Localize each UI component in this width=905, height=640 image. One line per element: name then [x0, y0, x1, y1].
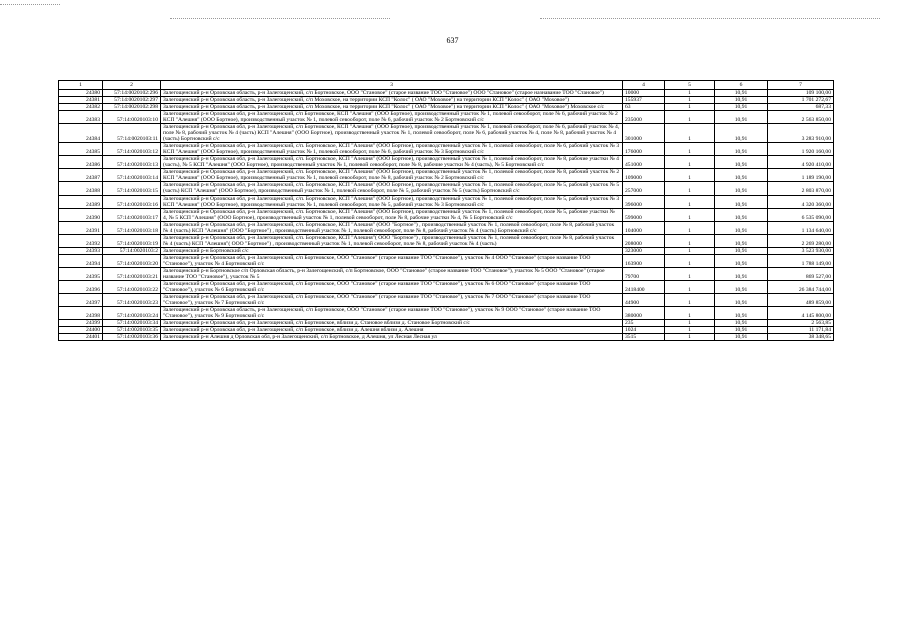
cadastral-number: 57:14:0020103:24 [103, 307, 161, 320]
header-row [59, 81, 834, 90]
parcel-area: 599000 [623, 208, 665, 221]
row-number: 24393 [59, 247, 103, 254]
parcel-count: 1 [665, 307, 715, 320]
cadastral-value: 1 701 272,67 [768, 97, 834, 104]
cadastral-rate: 10,91 [715, 90, 768, 97]
parcel-count: 1 [665, 293, 715, 306]
row-number: 24391 [59, 221, 103, 234]
table-row [59, 221, 834, 234]
parcel-area: 155937 [623, 97, 665, 104]
row-number: 24387 [59, 169, 103, 182]
parcel-area: 208000 [623, 234, 665, 247]
parcel-count: 1 [665, 334, 715, 341]
parcel-area: 10000 [623, 90, 665, 97]
cadastral-value: 1 920 160,00 [768, 143, 834, 156]
parcel-description: Залегощенский р-н Орловская область, р-н Залегощенский, с/п Бортновское, ООО "Становое" (старое название ТОО "Становое"), участок № 9 ООО "Становое" (старое название ТОО "Становое"), участок № 9 Бортновский с/с [161, 307, 623, 320]
row-number: 24397 [59, 293, 103, 306]
row-number: 24386 [59, 156, 103, 169]
table-row [59, 254, 834, 267]
cadastral-rate: 10,91 [715, 334, 768, 341]
parcel-area: 109000 [623, 169, 665, 182]
cadastral-value: 2 563,85 [768, 320, 834, 327]
table-row [59, 327, 834, 334]
parcel-count: 1 [665, 221, 715, 234]
parcel-area: 2418400 [623, 280, 665, 293]
parcel-count: 1 [665, 327, 715, 334]
cadastral-rate: 10,91 [715, 307, 768, 320]
row-number: 24388 [59, 182, 103, 195]
cadastral-rate: 10,91 [715, 267, 768, 280]
parcel-count: 1 [665, 254, 715, 267]
parcel-area: 104000 [623, 221, 665, 234]
cadastral-rate: 10,91 [715, 124, 768, 143]
table-row [59, 182, 834, 195]
cadastral-rate: 10,91 [715, 182, 768, 195]
header-col-4: 4 [623, 81, 665, 90]
row-number: 24394 [59, 254, 103, 267]
cadastral-number: 57:14:0020103:35 [103, 327, 161, 334]
cadastral-value: 109 100,00 [768, 90, 834, 97]
table-row [59, 334, 834, 341]
row-number: 24381 [59, 97, 103, 104]
cadastral-value: 2 269 280,00 [768, 234, 834, 247]
cadastral-value: 1 134 640,00 [768, 221, 834, 234]
cadastral-rate: 10,91 [715, 320, 768, 327]
parcel-area: 396000 [623, 195, 665, 208]
table-row [59, 156, 834, 169]
registry-table [58, 80, 834, 341]
parcel-count: 1 [665, 182, 715, 195]
parcel-area: 235 [623, 320, 665, 327]
cadastral-rate: 10,91 [715, 111, 768, 124]
parcel-description: Залегощенский р-н Бортновский с/с [161, 247, 623, 254]
parcel-area: 257000 [623, 182, 665, 195]
cadastral-number: 57:14:0020102:296 [103, 90, 161, 97]
table-row [59, 104, 834, 111]
table-row [59, 293, 834, 306]
cadastral-rate: 10,91 [715, 143, 768, 156]
cadastral-number: 57:14:0020103:19 [103, 234, 161, 247]
parcel-count: 1 [665, 97, 715, 104]
table-row [59, 307, 834, 320]
cadastral-rate: 10,91 [715, 195, 768, 208]
parcel-count: 1 [665, 208, 715, 221]
parcel-count: 1 [665, 124, 715, 143]
parcel-count: 1 [665, 234, 715, 247]
parcel-description: Залегощенский р-н Орловская обл, р-н Залегощенский, с/п. Бортновское, КСП "Алешня" (ООО Бортное), производственный участок № 1, полевой севооборот, поле № 5, рабочий участок № 3 КСП "Алешня" (ООО Бортное), производственный участок № 1, полевой севооборот, поле № 5, рабочий участок № 3 Бортновский с/с [161, 195, 623, 208]
cadastral-value: 26 384 744,00 [768, 280, 834, 293]
parcel-count: 1 [665, 104, 715, 111]
cadastral-number: 57:14:0020103:36 [103, 334, 161, 341]
header-col-2: 2 [103, 81, 161, 90]
parcel-count: 1 [665, 247, 715, 254]
parcel-description: Залегощенский р-н Бортновское с/п Орловская область, р-н Залегощенский, с/п Бортновское, ООО "Становое" (старое название ТОО "Становое"), участок № 5 ООО "Становое" (старое название ТОО "Становое"), участок № 5 [161, 267, 623, 280]
parcel-description: Залегощенский р-н Орловская обл, р-н Залегощенский, с/п. Бортновское, КСП "Алешня" (ООО Бортное), производственный участок № 1, полевой севооборот, поле № 5, рабочие участки № 4, № 5 КСП "Алешня" (ООО Бортное), производственный участок № 1, полевой севооборот, поле № 8, рабочие участки № 4, № 5 Бортновский с/с [161, 208, 623, 221]
parcel-description: Залегощенский р-н Орловская область, р-н Залегощенский, с/п Моховское, на территории КСП "Колос" ( ОАО "Моховое") на территории КСП "Колос" ( ОАО "Моховое") Моховское с/с [161, 104, 623, 111]
table-row [59, 267, 834, 280]
parcel-description: Залегощенский р-н Орловская обл, р-н Залегощенский, с/п. Бортновское, КСП "Алешня" (ООО Бортное), производственный участок № 1, полевой севооборот, поле № 5, рабочий участок № 5 (часть) КСП "Алешня" (ООО Бортное), производственный участок № 1, полевой севооборот, поле № 5, рабочий участок № 5 (часть) Бортновский с/с [161, 182, 623, 195]
header-col-3: 3 [161, 81, 623, 90]
scan-marks [0, 0, 905, 30]
cadastral-value: 869 527,00 [768, 267, 834, 280]
cadastral-number: 57:14:0020102:297 [103, 97, 161, 104]
table-body [59, 90, 834, 341]
cadastral-value: 3 283 910,00 [768, 124, 834, 143]
parcel-count: 1 [665, 90, 715, 97]
parcel-description: Залегощенский р-н Орловская обл, р-н Залегощенский, с/п Бортновское, ООО "Становое" (старое название ТОО "Становое"), участок № 7 ООО "Становое" (старое название ТОО "Становое"), участок № 7 Бортновский с/с [161, 293, 623, 306]
header-col-7: 7 [768, 81, 834, 90]
parcel-description: Залегощенский р-н Орловская обл, р-н Залегощенский, с/п. Бортновское, КСП "Алешня" (ООО Бортное), производственный участок № 1, полевой севооборот, поле № 8, рабочие участки № 4 (часть), № 5 КСП "Алешня" (ООО Бортное), производственный участок № 1, полевой севооборот, поле № 8, рабочие участки № 4 (часть), № 5 Бортновский с/с [161, 156, 623, 169]
parcel-description: Залегощенский р-н Алешня д Орловская обл, р-н Залегощенский, с/п Бортновское, д Алешня, ул Лесная Лесная ул [161, 334, 623, 341]
parcel-area: 451000 [623, 156, 665, 169]
page-number: 637 [446, 36, 459, 45]
parcel-area: 323000 [623, 247, 665, 254]
cadastral-value: 2 563 850,00 [768, 111, 834, 124]
parcel-count: 1 [665, 169, 715, 182]
row-number: 24384 [59, 124, 103, 143]
parcel-count: 1 [665, 280, 715, 293]
cadastral-rate: 10,91 [715, 169, 768, 182]
parcel-count: 1 [665, 111, 715, 124]
row-number: 24383 [59, 111, 103, 124]
cadastral-rate: 10,91 [715, 247, 768, 254]
cadastral-value: 6 535 090,00 [768, 208, 834, 221]
parcel-description: Залегощенский р-н Орловская область, р-н Залегощенский, с/п Бортновское, ООО "Становое" (старое название ТОО "Становое") ООО "Становое" (старое назнавание ТОО "Становое") [161, 90, 623, 97]
parcel-count: 1 [665, 195, 715, 208]
cadastral-number: 57:14:0020103:13 [103, 156, 161, 169]
parcel-area: 79700 [623, 267, 665, 280]
parcel-area: 235000 [623, 111, 665, 124]
row-number: 24399 [59, 320, 103, 327]
row-number: 24400 [59, 327, 103, 334]
cadastral-rate: 10,91 [715, 156, 768, 169]
cadastral-value: 4 920 410,00 [768, 156, 834, 169]
parcel-area: 44900 [623, 293, 665, 306]
cadastral-value: 4 145 800,00 [768, 307, 834, 320]
cadastral-rate: 10,91 [715, 221, 768, 234]
parcel-description: Залегощенский р-н Орловская обл, р-н Залегощенский, с/п. Бортновское, КСП "Алешня" (ООО Бортное), производственный участок № 1, полевой севооборот, поле № 8, рабочий участок № 2 КСП "Алешня" (ООО Бортное), производственный участок № 1, полевой севооборот, поле № 8, рабочий участок № 2 Бортновский с/с [161, 169, 623, 182]
cadastral-number: 57:14:0020103:34 [103, 320, 161, 327]
row-number: 24390 [59, 208, 103, 221]
cadastral-value: 3 523 930,00 [768, 247, 834, 254]
cadastral-number: 57:14:0020103:15 [103, 182, 161, 195]
parcel-count: 1 [665, 267, 715, 280]
parcel-count: 1 [665, 156, 715, 169]
parcel-area: 176000 [623, 143, 665, 156]
cadastral-value: 1 788 149,00 [768, 254, 834, 267]
header-col-5: 5 [665, 81, 715, 90]
cadastral-value: 1 189 190,00 [768, 169, 834, 182]
parcel-description: Залегощенский р-н Орловская обл, р-н Залегощенский, с/п Бортновское, ООО "Становое" (старое название ТОО "Становое"), участок № 4 ООО "Становое" (старое название ТОО "Становое"), участок № 4 Бортновский с/с [161, 254, 623, 267]
cadastral-number: 57:14:0020103:21 [103, 267, 161, 280]
cadastral-value: 2 803 870,00 [768, 182, 834, 195]
table-row [59, 97, 834, 104]
table-row [59, 143, 834, 156]
parcel-count: 1 [665, 320, 715, 327]
cadastral-number: 57:14:0020103:11 [103, 124, 161, 143]
cadastral-rate: 10,91 [715, 293, 768, 306]
cadastral-rate: 10,91 [715, 234, 768, 247]
cadastral-number: 57:14:0020103:12 [103, 143, 161, 156]
table-row [59, 169, 834, 182]
parcel-description: Залегощенский р-н Орловская обл, р-н Залегощенский, с/п Бортновское, ООО "Становое" (старое название ТОО "Становое"), участок № 6 ООО "Становое" (старое название ТОО "Становое"), участок № 6 Бортновский с/с [161, 280, 623, 293]
parcel-description: Залегощенский р-н Орловская обл, р-н Залегощенский, с/п. Бортновское, КСП "Алешня"( ООО "Бортное") , производственный участок № 1, полевой севооборот, поле № 8, рабочий участок № 4 (часть) КСП "Алешня"( ООО "Бортное") , производственный участок № 1, полевой севооборот, поле № 8, рабочий участок № 4 (часть) [161, 234, 623, 247]
table-row [59, 247, 834, 254]
cadastral-value: 687,33 [768, 104, 834, 111]
parcel-description: Залегощенский р-н Орловская обл, р-н Залегощенский, с/п Бортновское, КСП "Алешня" (ООО Бортное), производственный участок № 1, полевой севооборот, поле № 6, рабочий участок № 2 КСП "Алешня" (ООО Бортное), производственный участок № 1, полевой севооборот, поле № 6, рабочий участок № 2 Бортновский с/с [161, 111, 623, 124]
cadastral-number: 57:14:0020103:14 [103, 169, 161, 182]
row-number: 24389 [59, 195, 103, 208]
cadastral-number: 57:14:0020103:2 [103, 247, 161, 254]
cadastral-value: 38 348,65 [768, 334, 834, 341]
cadastral-rate: 10,91 [715, 104, 768, 111]
parcel-count: 1 [665, 143, 715, 156]
cadastral-value: 11 171,84 [768, 327, 834, 334]
row-number: 24396 [59, 280, 103, 293]
parcel-description: Залегощенский р-н Орловская обл, р-н Залегощенский, с/п Бортновское, вблизи д. Алешня вблизи д. Алешня [161, 327, 623, 334]
parcel-area: 1024 [623, 327, 665, 334]
cadastral-number: 57:14:0020103:23 [103, 293, 161, 306]
row-number: 24392 [59, 234, 103, 247]
table-row [59, 320, 834, 327]
header-col-1: 1 [59, 81, 103, 90]
cadastral-rate: 10,91 [715, 254, 768, 267]
table-row [59, 195, 834, 208]
row-number: 24385 [59, 143, 103, 156]
cadastral-rate: 10,91 [715, 280, 768, 293]
row-number: 24382 [59, 104, 103, 111]
cadastral-number: 57:14:0020103:22 [103, 280, 161, 293]
cadastral-number: 57:14:0020103:20 [103, 254, 161, 267]
cadastral-number: 57:14:0020103:18 [103, 221, 161, 234]
table-row [59, 111, 834, 124]
cadastral-number: 57:14:0020103:17 [103, 208, 161, 221]
cadastral-rate: 10,91 [715, 97, 768, 104]
parcel-area: 63 [623, 104, 665, 111]
cadastral-number: 57:14:0020103:10 [103, 111, 161, 124]
parcel-area: 3515 [623, 334, 665, 341]
cadastral-value: 4 320 360,00 [768, 195, 834, 208]
table-row [59, 124, 834, 143]
cadastral-number: 57:14:0020103:16 [103, 195, 161, 208]
table-row [59, 90, 834, 97]
parcel-description: Залегощенский р-н Орловская область, р-н Залегощенский, с/п Моховское, на территории КСП "Колос" ( ОАО "Моховое") на территории КСП "Колос" ( ОАО "Моховое") [161, 97, 623, 104]
table-row [59, 234, 834, 247]
row-number: 24395 [59, 267, 103, 280]
table-row [59, 208, 834, 221]
cadastral-number: 57:14:0020102:298 [103, 104, 161, 111]
cadastral-value: 489 859,00 [768, 293, 834, 306]
header-col-6: 6 [715, 81, 768, 90]
parcel-area: 380000 [623, 307, 665, 320]
parcel-description: Залегощенский р-н Орловская обл, р-н Залегощенский, с/п. Бортновское, КСП "Алешня" (ООО "Бортное") , производственный участок № 1, полевой севооборот, поле № 8, рабочий участок № 4 (часть) КСП "Алешня" (ООО "Бортное") , производственный участок № 1, полевой севооборот, поле № 8, рабочий участок № 4 (часть) Бортновский с/с [161, 221, 623, 234]
parcel-description: Залегощенский р-н Орловская обл, р-н Залегощенский, с/п Бортновское, КСП "Алешня" (ООО Бортное), производственный участок № 1, полевой севооборот, поле № 6, рабочий участок № 4, поле № 8, рабочий участок № 4 (часть) КСП "Алешня" (ООО Бортное), производственный участок № 1, полевой севооборот, поле № 6, рабочий участок № 4, поле № 8, рабочий участок № 4 (часть) Бортновский с/с [161, 124, 623, 143]
parcel-area: 301000 [623, 124, 665, 143]
table-row [59, 280, 834, 293]
parcel-description: Залегощенский р-н Орловская обл, р-н Залегощенский, с/п. Бортновское, КСП "Алешня" (ООО Бортное), производственный участок № 1, полевой севооборот, поле № 6, рабочий участок № 3 КСП "Алешня" (ООО Бортное), производственный участок № 1, полевой севооборот, поле № 6, рабочий участок № 3 Бортновский с/с [161, 143, 623, 156]
row-number: 24401 [59, 334, 103, 341]
cadastral-rate: 10,91 [715, 327, 768, 334]
cadastral-rate: 10,91 [715, 208, 768, 221]
parcel-description: Залегощенский р-н Орловская обл, р-н Залегощенский, с/п Бортновское, вблизи д. Становое вблизи д. Становое Бортновский с/с [161, 320, 623, 327]
parcel-area: 163900 [623, 254, 665, 267]
row-number: 24398 [59, 307, 103, 320]
row-number: 24380 [59, 90, 103, 97]
